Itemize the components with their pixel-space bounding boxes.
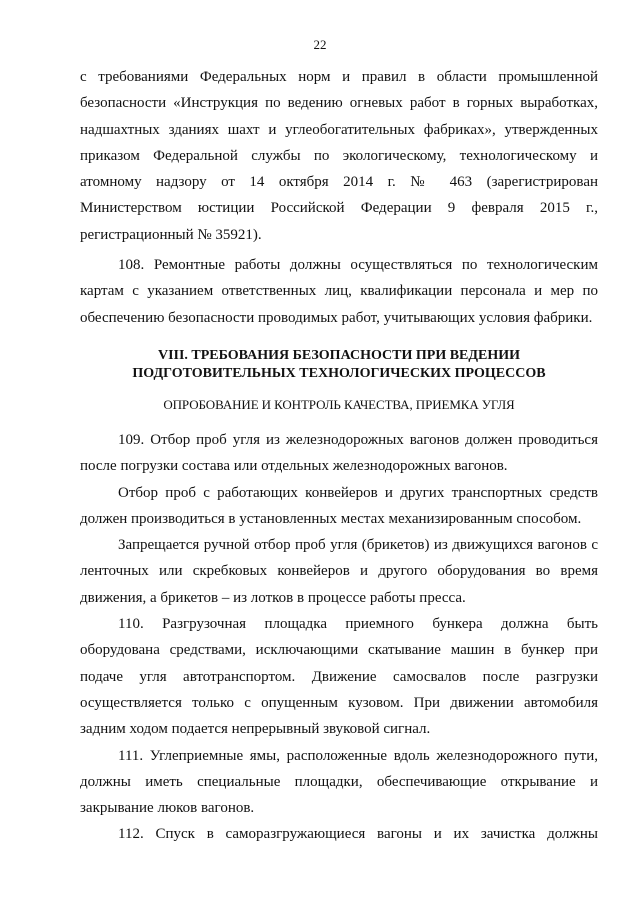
section-subtitle: ОПРОБОВАНИЕ И КОНТРОЛЬ КАЧЕСТВА, ПРИЕМКА УГЛЯ xyxy=(163,396,515,412)
text-line: должен производиться в установленных местах механизированным способом. xyxy=(80,510,582,527)
text-line: 108. Ремонтные работы должны осуществляться по технологическим xyxy=(118,257,598,274)
text-line: Министерством юстиции Российской Федерации 9 февраля 2015 г., xyxy=(80,200,598,217)
paragraph-111 xyxy=(80,743,598,822)
text-line: должны иметь специальные площадки, обеспечивающие открывание и xyxy=(80,773,598,790)
paragraph-108 xyxy=(80,252,598,331)
paragraph-110 xyxy=(80,611,598,742)
text-line: обеспечению безопасности проводимых работ, учитывающих условия фабрики. xyxy=(80,309,593,326)
paragraph-112 xyxy=(80,821,598,847)
document-body xyxy=(80,64,598,848)
text-line: приказом Федеральной службы по экологическому, технологическому и xyxy=(80,147,598,164)
text-line: надшахтных зданиях шахт и углеобогатительных фабриках», утвержденных xyxy=(80,121,598,138)
paragraph-109 xyxy=(80,427,598,480)
text-line: осуществляется только с опущенным кузовом. При движении автомобиля xyxy=(80,694,598,711)
text-line: с требованиями Федеральных норм и правил в области промышленной xyxy=(80,69,598,85)
section-title-line: VIII. ТРЕБОВАНИЯ БЕЗОПАСНОСТИ ПРИ ВЕДЕНИИ xyxy=(157,347,521,363)
text-line: после погрузки состава или отдельных железнодорожных вагонов. xyxy=(80,458,508,475)
paragraph-continuation xyxy=(80,64,598,248)
text-line: движения, а брикетов – из лотков в процессе работы пресса. xyxy=(80,589,466,606)
text-line: атомному надзору от 14 октября 2014 г. № 463 (зарегистрирован xyxy=(80,174,598,191)
text-line: картам с указанием ответственных лиц, квалификации персонала и мер по xyxy=(80,283,598,300)
section-title xyxy=(80,347,598,383)
text-line: задним ходом подается непрерывный звуковой сигнал. xyxy=(80,721,431,738)
text-line: подаче угля автотранспортом. Движение самосвалов после разгрузки xyxy=(80,668,598,685)
paragraph-109-sampling xyxy=(80,480,598,533)
text-line: безопасности «Инструкция по ведению огневых работ в горных выработках, xyxy=(80,95,598,112)
text-line: ленточных или скребковых конвейеров и другого оборудования во время xyxy=(80,563,598,580)
page-number: 22 xyxy=(313,37,327,52)
text-line: 110. Разгрузочная площадка приемного бункера должна быть xyxy=(118,616,598,633)
paragraph-109-prohibition xyxy=(80,532,598,611)
text-line: регистрационный № 35921). xyxy=(80,226,262,243)
text-line: 109. Отбор проб угля из железнодорожных вагонов должен проводиться xyxy=(118,431,598,448)
text-line: Отбор проб с работающих конвейеров и других транспортных средств xyxy=(118,484,598,501)
text-line: 111. Углеприемные ямы, расположенные вдоль железнодорожного пути, xyxy=(118,747,598,764)
text-line: оборудована средствами, исключающими скатывание машин в бункер при xyxy=(80,642,598,659)
text-line: закрывание люков вагонов. xyxy=(80,800,255,817)
section-title-line: ПОДГОТОВИТЕЛЬНЫХ ТЕХНОЛОГИЧЕСКИХ ПРОЦЕССОВ xyxy=(132,365,546,381)
text-line: 112. Спуск в саморазгружающиеся вагоны и их зачистка должны xyxy=(118,826,598,843)
text-line: Запрещается ручной отбор проб угля (брикетов) из движущихся вагонов с xyxy=(118,537,598,554)
